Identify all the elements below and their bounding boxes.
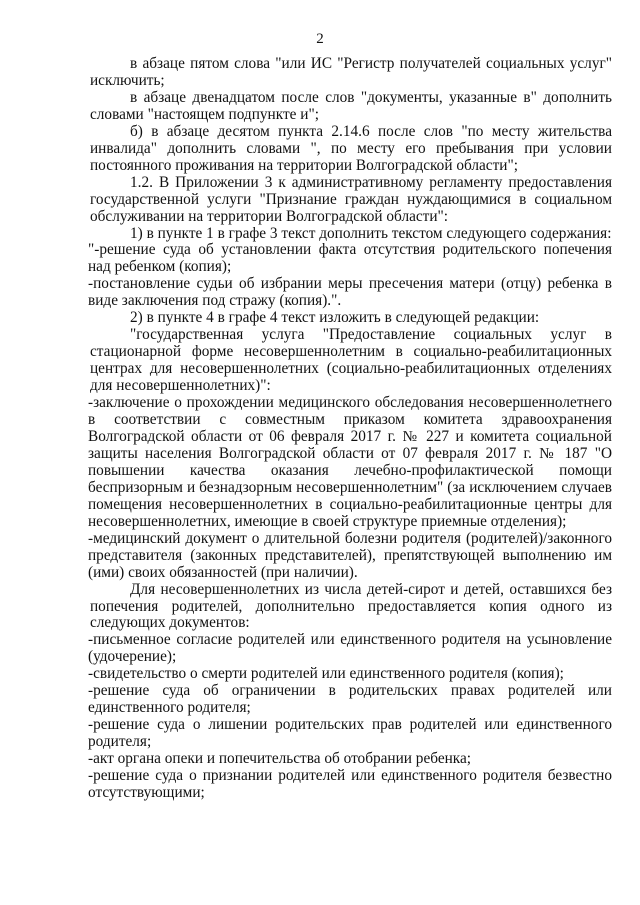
document-body: [90, 56, 612, 802]
paragraph: -решение суда о признании родителей или единственного родителя безвестно отсутствующими;: [88, 767, 612, 801]
page-number: 2: [316, 31, 324, 47]
paragraph: "-решение суда об установлении факта отсутствия родительского попечения над ребенком (копия);: [88, 241, 612, 276]
paragraph: Для несовершеннолетних из числа детей-сирот и детей, оставшихся без попечения родителей, дополнительно предоставляется копия одного из следующих документов:: [90, 580, 612, 632]
paragraph: в абзаце двенадцатом после слов "документы, указанные в" дополнить словами "настоящем подпункте и";: [90, 88, 612, 123]
paragraph: б) в абзаце десятом пункта 2.14.6 после слов "по месту жительства инвалида" дополнить словами ", по месту его пребывания при условии постоянного проживания на территории Волгоградской области";: [90, 122, 612, 174]
paragraph: 1) в пункте 1 в графе 3 текст дополнить текстом следующего содержания:: [130, 224, 612, 242]
paragraph: 2) в пункте 4 в графе 4 текст изложить в следующей редакции:: [130, 309, 540, 327]
paragraph: -акт органа опеки и попечительства об отобрании ребенка;: [88, 750, 472, 768]
paragraph: в абзаце пятом слова "или ИС "Регистр получателей социальных услуг" исключить;: [90, 55, 612, 89]
paragraph: -решение суда об ограничении в родительских правах родителей или единственного родителя;: [88, 682, 612, 717]
paragraph: -письменное согласие родителей или единственного родителя на усыновление (удочерение);: [88, 631, 612, 666]
paragraph: -постановление судьи об избрании меры пресечения матери (отцу) ребенка в виде заключения под стражу (копия).".: [88, 275, 612, 310]
paragraph: -решение суда о лишении родительских прав родителей или единственного родителя;: [88, 716, 612, 751]
paragraph: -медицинский документ о длительной болезни родителя (родителей)/законного представителя (законных представителей), препятствующей выполнению им (ими) своих обязанностей (при наличии).: [88, 529, 612, 581]
paragraph: -свидетельство о смерти родителей или единственного родителя (копия);: [88, 665, 564, 683]
paragraph: "государственная услуга "Предоставление социальных услуг в стационарной форме несовершеннолетним в социально-реабилитационных центрах для несовершеннолетних (социально-реабилитационных отделениях для несовершеннолетних)":: [90, 326, 612, 395]
paragraph: 1.2. В Приложении 3 к административному регламенту предоставления государственной услуги "Признание граждан нуждающимися в социальном обслуживании на территории Волгоградской области":: [90, 173, 612, 225]
paragraph: -заключение о прохождении медицинского обследования несовершеннолетнего в соответствии с совместным приказом комитета здравоохранения Волгоградской области от 06 февраля 2017 г. № 227 и комитета социальной защиты населения Волгоградской области от 07 февраля 2017 г. № 187 "О повышении качества оказания лечебно-профилактической помощи беспризорным и безнадзорным несовершеннолетним" (за исключением случаев помещения несовершеннолетних в социально-реабилитационные центры для несовершеннолетних, имеющие в своей структуре приемные отделения);: [88, 394, 612, 530]
